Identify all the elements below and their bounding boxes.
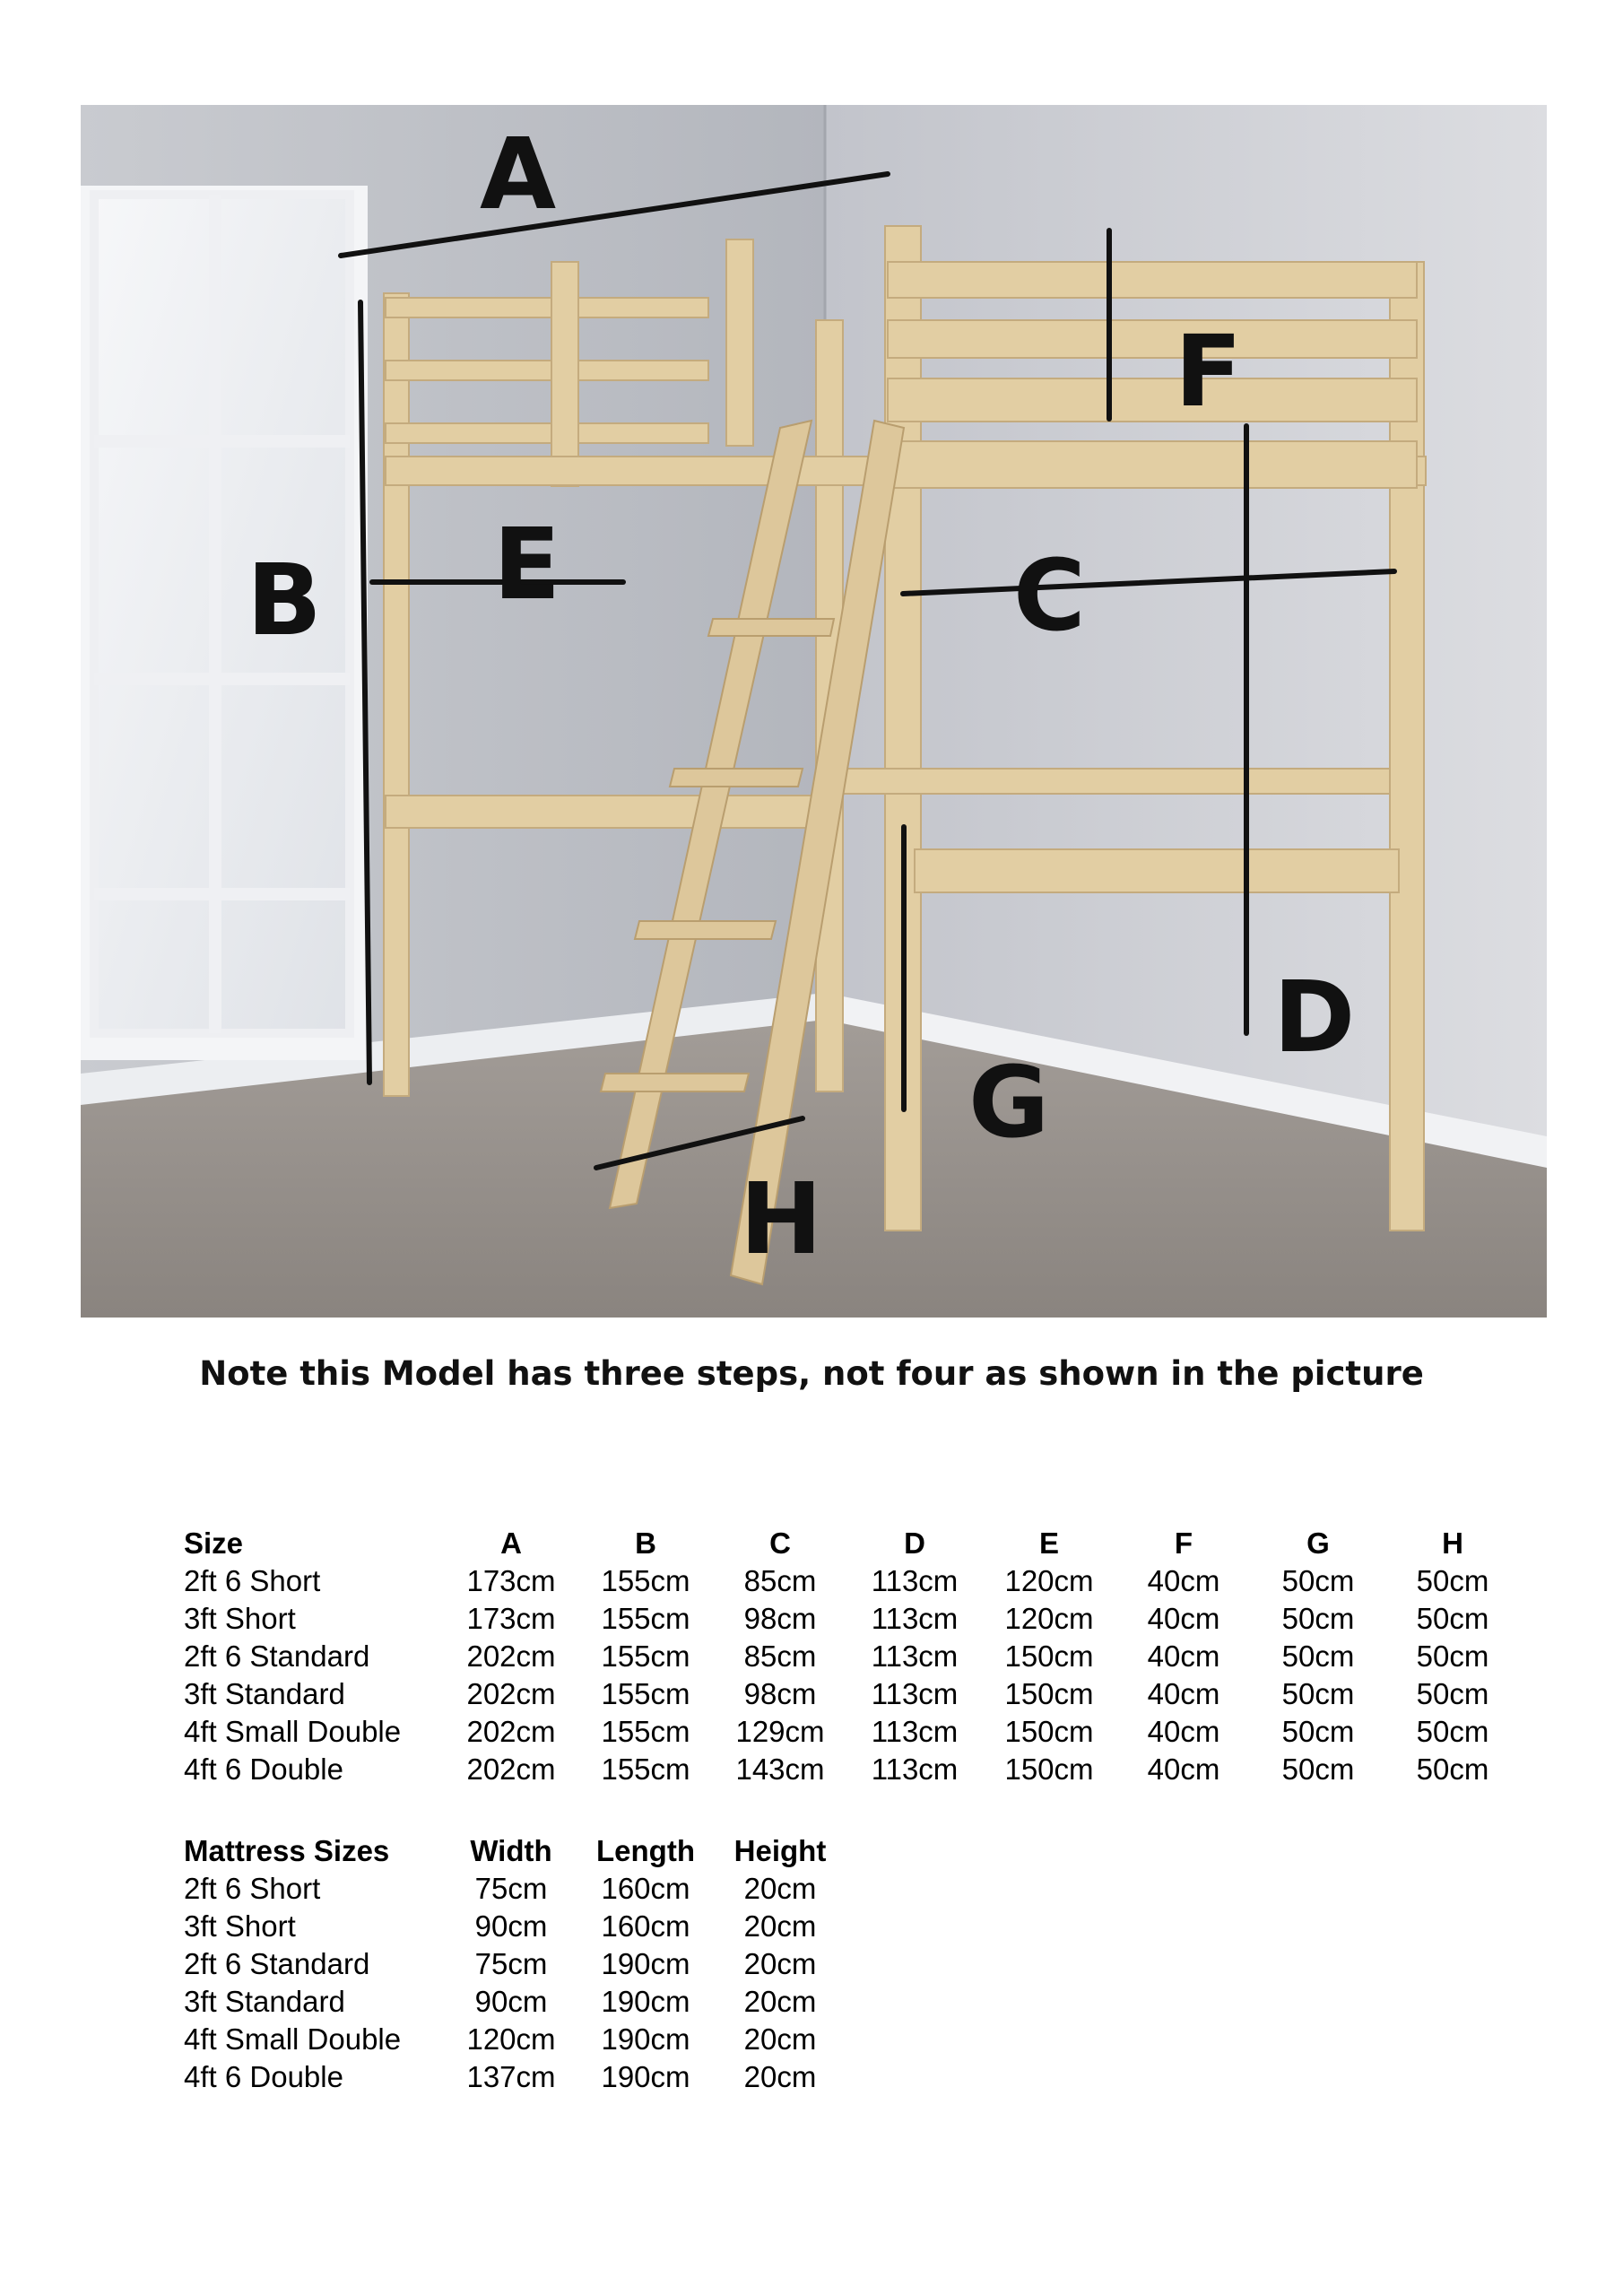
- table-cell: 2ft 6 Standard: [184, 1639, 370, 1673]
- table-cell: 20cm: [743, 1909, 817, 1943]
- table-cell: 173cm: [466, 1564, 556, 1597]
- table-cell: 4ft Small Double: [184, 1715, 402, 1748]
- table-cell: 202cm: [466, 1752, 556, 1786]
- column-header: G: [1306, 1526, 1330, 1560]
- table-cell: 50cm: [1416, 1602, 1489, 1635]
- table-cell: 85cm: [743, 1564, 817, 1597]
- table-cell: 143cm: [735, 1752, 825, 1786]
- column-header: E: [1038, 1526, 1059, 1560]
- table-cell: 40cm: [1147, 1677, 1220, 1710]
- column-header: D: [904, 1526, 925, 1560]
- table-header-row: [184, 1832, 847, 1870]
- table-cell: 50cm: [1281, 1752, 1355, 1786]
- table-cell: 4ft Small Double: [184, 2022, 402, 2056]
- table-cell: 75cm: [474, 1872, 548, 1905]
- loft-bed-diagram: [81, 105, 1547, 1318]
- table-cell: 113cm: [871, 1677, 959, 1710]
- label-d: D: [1273, 960, 1356, 1074]
- loft-bed-photo: [81, 105, 1547, 1318]
- label-h: H: [740, 1161, 823, 1276]
- table-cell: 190cm: [601, 2060, 690, 2093]
- table-cell: 2ft 6 Short: [184, 1564, 321, 1597]
- table-cell: 113cm: [871, 1639, 959, 1673]
- table-cell: 113cm: [871, 1715, 959, 1748]
- column-header: H: [1442, 1526, 1463, 1560]
- table-cell: 120cm: [466, 2022, 556, 2056]
- label-a: A: [480, 117, 557, 231]
- table-cell: 20cm: [743, 1985, 817, 2018]
- label-c: C: [1013, 538, 1086, 653]
- model-note: Note this Model has three steps, not four as shown in the picture: [199, 1354, 1424, 1393]
- column-header: Length: [596, 1834, 695, 1867]
- table-cell: 155cm: [601, 1752, 690, 1786]
- table-row: [184, 1600, 1520, 1638]
- table-cell: 202cm: [466, 1715, 556, 1748]
- table-cell: 173cm: [466, 1602, 556, 1635]
- column-header: A: [500, 1526, 522, 1560]
- table-row: [184, 1945, 847, 1983]
- table-cell: 3ft Standard: [184, 1677, 345, 1710]
- table-cell: 150cm: [1004, 1715, 1094, 1748]
- table-cell: 155cm: [601, 1564, 690, 1597]
- table-cell: 190cm: [601, 1985, 690, 2018]
- table-cell: 50cm: [1281, 1677, 1355, 1710]
- column-header: Size: [184, 1526, 244, 1560]
- table-row: [184, 1562, 1520, 1600]
- table-cell: 4ft 6 Double: [184, 1752, 343, 1786]
- table-cell: 50cm: [1416, 1752, 1489, 1786]
- table-cell: 2ft 6 Short: [184, 1872, 321, 1905]
- window: [81, 186, 368, 1060]
- table-cell: 113cm: [871, 1602, 959, 1635]
- table-cell: 202cm: [466, 1639, 556, 1673]
- table-cell: 50cm: [1416, 1715, 1489, 1748]
- column-header: Height: [733, 1834, 827, 1867]
- table-cell: 2ft 6 Standard: [184, 1947, 370, 1980]
- table-header-row: [184, 1525, 1520, 1562]
- table-cell: 90cm: [474, 1985, 548, 2018]
- table-cell: 50cm: [1416, 1564, 1489, 1597]
- table-cell: 3ft Short: [184, 1909, 296, 1943]
- table-cell: 160cm: [601, 1872, 690, 1905]
- table-cell: 150cm: [1004, 1639, 1094, 1673]
- table-cell: 160cm: [601, 1909, 690, 1943]
- table-cell: 155cm: [601, 1639, 690, 1673]
- table-cell: 40cm: [1147, 1564, 1220, 1597]
- table-cell: 20cm: [743, 1947, 817, 1980]
- table-cell: 155cm: [601, 1602, 690, 1635]
- table-row: [184, 1908, 847, 1945]
- table-cell: 50cm: [1281, 1639, 1355, 1673]
- table-cell: 150cm: [1004, 1677, 1094, 1710]
- bed-sizes-table: [184, 1525, 1520, 1788]
- table-cell: 113cm: [871, 1752, 959, 1786]
- column-header: F: [1174, 1526, 1193, 1560]
- table-cell: 40cm: [1147, 1752, 1220, 1786]
- table-cell: 40cm: [1147, 1715, 1220, 1748]
- table-cell: 129cm: [735, 1715, 825, 1748]
- table-cell: 85cm: [743, 1639, 817, 1673]
- table-cell: 113cm: [871, 1564, 959, 1597]
- table-cell: 190cm: [601, 1947, 690, 1980]
- table-cell: 150cm: [1004, 1752, 1094, 1786]
- table-cell: 20cm: [743, 1872, 817, 1905]
- table-cell: 155cm: [601, 1715, 690, 1748]
- label-g: G: [968, 1045, 1050, 1160]
- table-row: [184, 1638, 1520, 1675]
- table-cell: 50cm: [1281, 1564, 1355, 1597]
- column-header: Width: [470, 1834, 552, 1867]
- table-cell: 190cm: [601, 2022, 690, 2056]
- mattress-sizes-table: [184, 1832, 847, 2096]
- table-cell: 40cm: [1147, 1602, 1220, 1635]
- table-cell: 20cm: [743, 2022, 817, 2056]
- table-cell: 4ft 6 Double: [184, 2060, 343, 2093]
- table-cell: 50cm: [1281, 1602, 1355, 1635]
- table-cell: 3ft Standard: [184, 1985, 345, 2018]
- table-cell: 137cm: [466, 2060, 556, 2093]
- table-cell: 90cm: [474, 1909, 548, 1943]
- table-row: [184, 1713, 1520, 1751]
- table-row: [184, 1870, 847, 1908]
- column-header: B: [635, 1526, 656, 1560]
- label-b: B: [247, 543, 322, 657]
- column-header: Mattress Sizes: [184, 1834, 390, 1867]
- table-cell: 3ft Short: [184, 1602, 296, 1635]
- label-f: F: [1175, 314, 1243, 429]
- column-header: C: [769, 1526, 791, 1560]
- table-cell: 98cm: [743, 1677, 817, 1710]
- table-cell: 20cm: [743, 2060, 817, 2093]
- table-row: [184, 1675, 1520, 1713]
- label-e: E: [493, 507, 561, 622]
- table-row: [184, 1983, 847, 2021]
- table-cell: 202cm: [466, 1677, 556, 1710]
- table-cell: 98cm: [743, 1602, 817, 1635]
- table-cell: 75cm: [474, 1947, 548, 1980]
- table-cell: 155cm: [601, 1677, 690, 1710]
- table-row: [184, 1751, 1520, 1788]
- table-cell: 120cm: [1004, 1602, 1094, 1635]
- table-cell: 50cm: [1281, 1715, 1355, 1748]
- table-cell: 50cm: [1416, 1639, 1489, 1673]
- table-cell: 40cm: [1147, 1639, 1220, 1673]
- table-row: [184, 2021, 847, 2058]
- table-cell: 120cm: [1004, 1564, 1094, 1597]
- table-row: [184, 2058, 847, 2096]
- table-cell: 50cm: [1416, 1677, 1489, 1710]
